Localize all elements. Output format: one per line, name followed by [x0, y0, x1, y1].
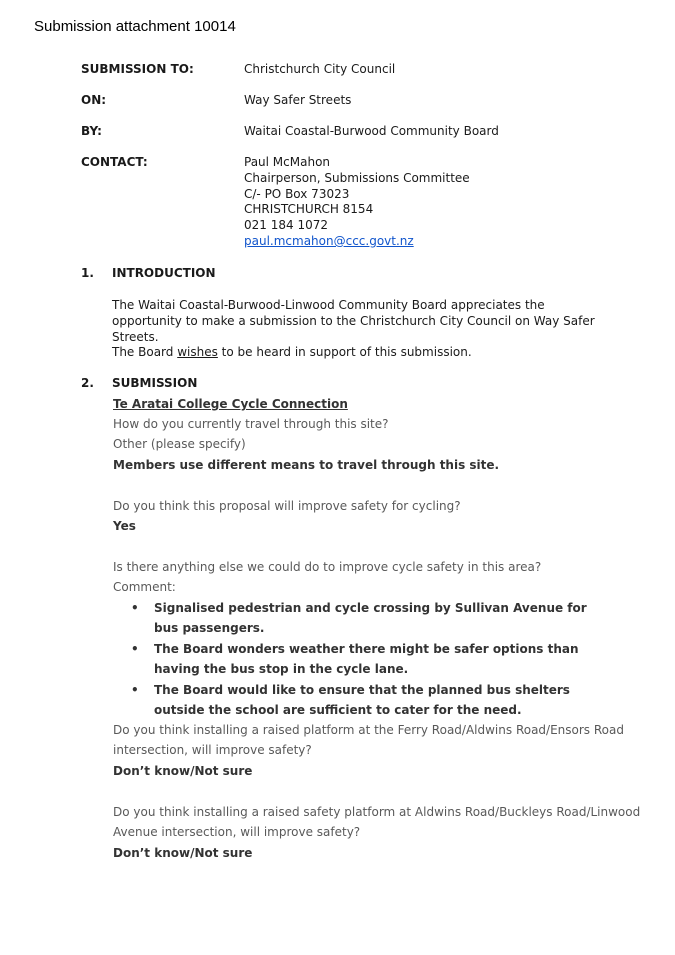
answer-1: Members use different means to travel through this site. — [113, 458, 500, 472]
meta-value-on: Way Safer Streets — [244, 93, 352, 107]
comment-bullet-list — [131, 598, 601, 720]
section-2-number: 2. — [81, 376, 94, 390]
meta-label-on: ON: — [81, 93, 107, 107]
meta-label-contact: CONTACT: — [81, 155, 148, 169]
contact-phone: 021 184 1072 — [244, 218, 328, 233]
section-1-title: INTRODUCTION — [112, 266, 216, 280]
question-3-comment-label: Comment: — [113, 580, 176, 594]
heard-word: wishes — [177, 345, 218, 359]
project-title: Te Aratai College Cycle Connection — [113, 397, 348, 411]
meta-value-submission-to: Christchurch City Council — [244, 62, 396, 76]
answer-4: Don’t know/Not sure — [113, 764, 253, 778]
intro-paragraph: The Waitai Coastal-Burwood-Linwood Community Board appreciates the opportunity to make a submission to the Christchurch City Council on Way Safer Streets. — [112, 298, 595, 344]
contact-email-link[interactable]: paul.mcmahon@ccc.govt.nz — [244, 233, 414, 248]
bullet-text: The Board wonders weather there might be safer options than having the bus stop in the cycle lane. — [154, 641, 579, 677]
bullet-icon: • — [131, 601, 139, 615]
contact-role: Chairperson, Submissions Committee — [244, 170, 470, 185]
question-1: How do you currently travel through this site? — [113, 417, 389, 431]
page-header: Submission attachment 10014 — [34, 18, 236, 35]
question-4-line-2: intersection, will improve safety? — [113, 743, 312, 757]
question-1-option: Other (please specify) — [113, 437, 246, 451]
list-item — [131, 639, 601, 680]
heard-post: to be heard in support of this submission. — [217, 345, 472, 359]
meta-value-by: Waitai Coastal-Burwood Community Board — [244, 124, 499, 138]
bullet-text: The Board would like to ensure that the planned bus shelters outside the school are sufficient to cater for the need. — [154, 682, 570, 718]
contact-po-box: C/- PO Box 73023 — [244, 186, 350, 201]
bullet-icon: • — [131, 682, 139, 697]
question-4-line-1: Do you think installing a raised platform at the Ferry Road/Aldwins Road/Ensors Road — [113, 723, 624, 737]
meta-label-by: BY: — [81, 124, 102, 138]
question-5-line-2: Avenue intersection, will improve safety? — [113, 825, 361, 839]
question-3: Is there anything else we could do to improve cycle safety in this area? — [113, 560, 542, 574]
heard-paragraph — [112, 344, 612, 360]
contact-city: CHRISTCHURCH 8154 — [244, 202, 374, 217]
list-item — [131, 680, 601, 721]
meta-label-submission-to: SUBMISSION TO: — [81, 62, 194, 76]
bullet-text: Signalised pedestrian and cycle crossing by Sullivan Avenue for bus passengers. — [154, 601, 587, 636]
section-2-title: SUBMISSION — [112, 376, 198, 390]
answer-2: Yes — [113, 519, 136, 533]
section-1-number: 1. — [81, 266, 94, 280]
contact-block — [244, 155, 470, 250]
contact-name: Paul McMahon — [244, 155, 331, 169]
heard-pre: The Board — [112, 345, 178, 359]
question-2: Do you think this proposal will improve safety for cycling? — [113, 499, 461, 513]
answer-5: Don’t know/Not sure — [113, 846, 253, 860]
list-item — [131, 598, 601, 639]
question-5-line-1: Do you think installing a raised safety platform at Aldwins Road/Buckleys Road/Linwood — [113, 805, 641, 819]
bullet-icon: • — [131, 641, 139, 656]
